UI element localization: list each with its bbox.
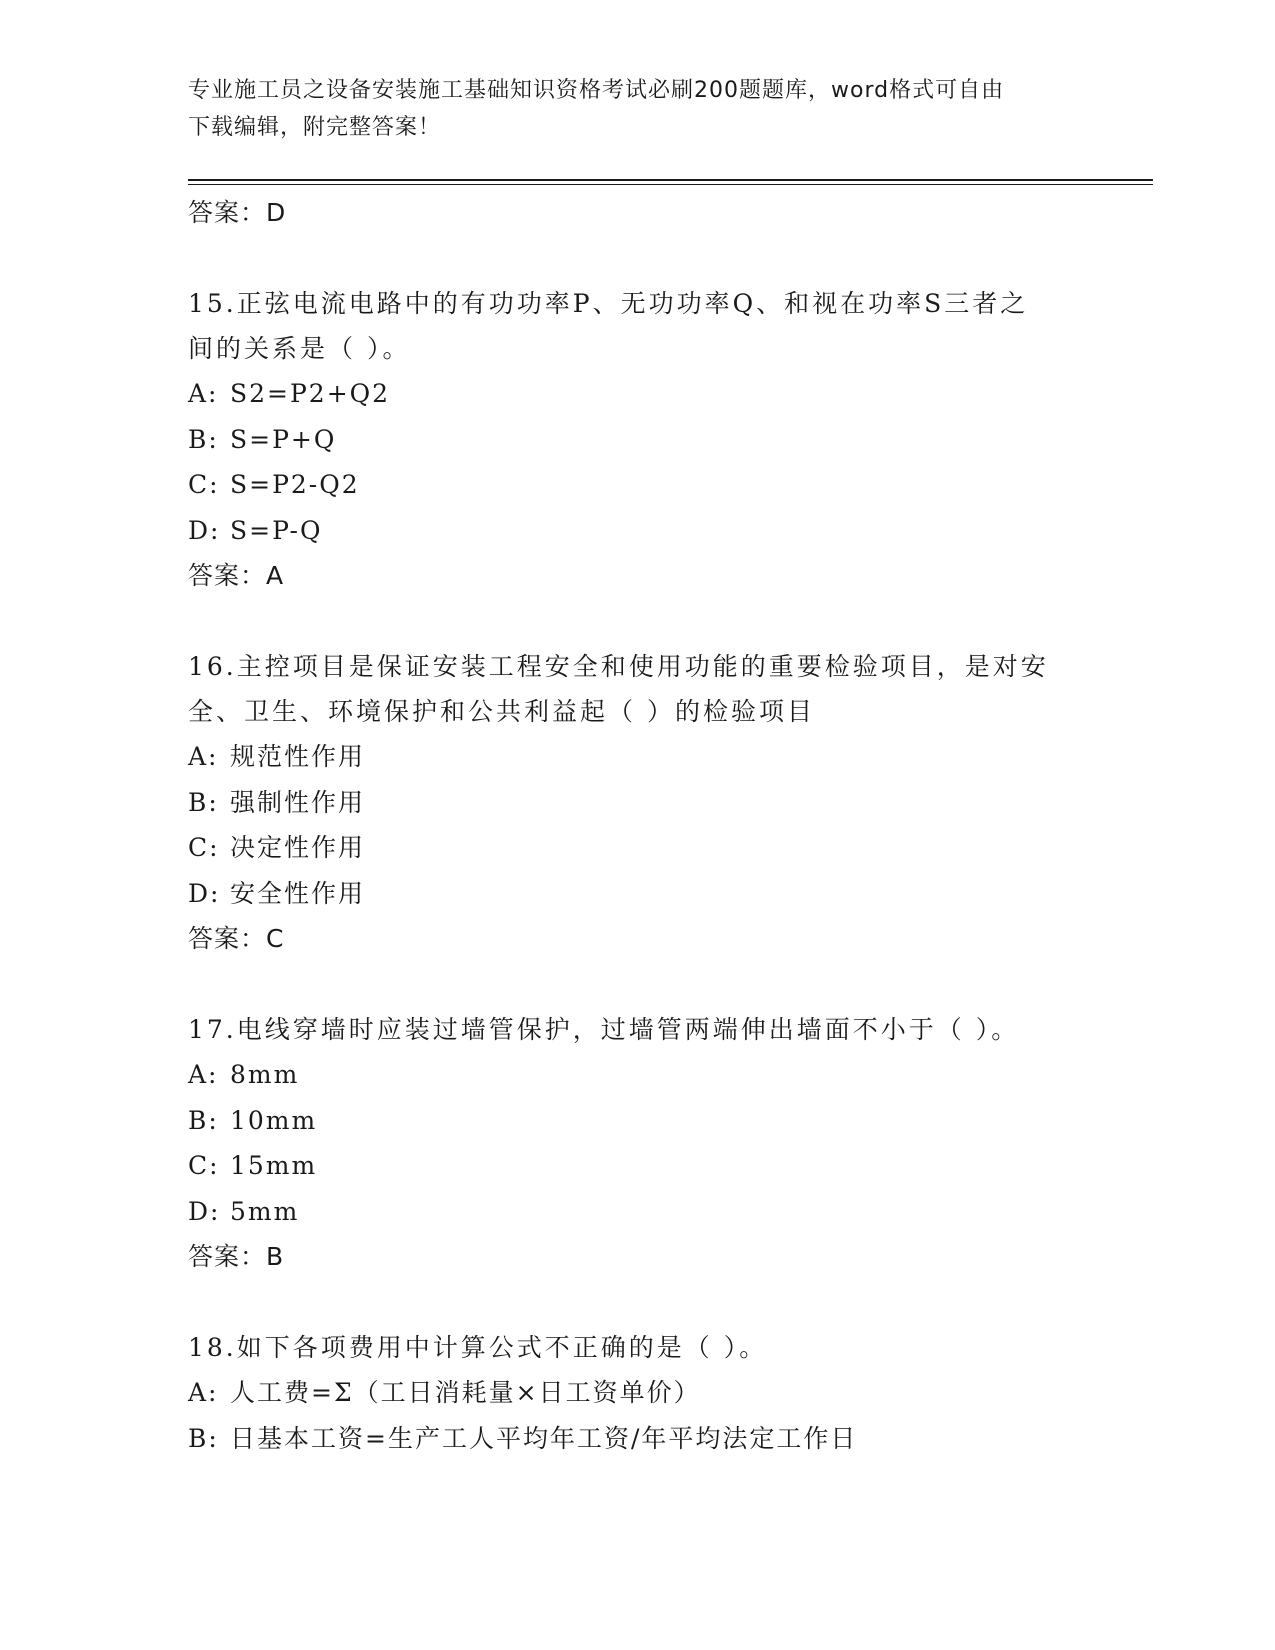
option-text: 8mm [230,1060,300,1089]
option-text: S=P+Q [230,424,337,454]
option-c [188,825,1088,871]
option-a [188,734,1088,780]
option-a [188,1052,1088,1098]
option-letter: A: [188,379,219,408]
option-text: 10mm [230,1105,318,1135]
option-c [188,1143,1088,1189]
option-letter: C: [188,833,220,862]
option-d [188,1189,1088,1235]
option-letter: B: [188,424,219,454]
option-b [188,1416,1088,1462]
option-c [188,462,1088,508]
option-text: 强制性作用 [230,787,366,817]
option-text: 人工费=Σ（工日消耗量×日工资单价） [230,1378,701,1407]
option-letter: A: [188,1060,219,1089]
answer-line: 答案：B [188,1242,285,1271]
question-17 [188,1007,1088,1279]
header-rule-thin [188,184,1153,185]
option-letter: B: [188,1105,219,1135]
header-line-1: 专业施工员之设备安装施工基础知识资格考试必刷200题题库，word格式可自由 [188,78,1005,103]
option-letter: B: [188,787,219,817]
question-text-line: 18.如下各项费用中计算公式不正确的是（ ）。 [188,1333,768,1362]
option-text: S2=P2+Q2 [230,379,391,408]
option-letter: A: [188,742,219,771]
option-text: 5mm [230,1196,300,1226]
question-text-line: 17.电线穿墙时应装过墙管保护，过墙管两端伸出墙面不小于（ ）。 [188,1015,1020,1044]
question-16 [188,644,1088,961]
option-letter: B: [188,1423,219,1453]
header-rule-thick [188,179,1153,181]
question-text-line: 间的关系是（ ）。 [188,334,411,363]
question-text-line: 全、卫生、环境保护和公共利益起（ ）的检验项目 [188,697,815,726]
option-b [188,780,1088,826]
option-letter: D: [188,878,221,908]
question-text-line: 16.主控项目是保证安装工程安全和使用功能的重要检验项目，是对安 [188,652,1049,681]
option-text: S=P-Q [230,515,323,545]
answer-line: 答案：C [188,924,285,953]
question-text-line: 15.正弦电流电路中的有功功率P、无功功率Q、和视在功率S三者之 [188,289,1029,318]
option-d [188,508,1088,554]
option-letter: D: [188,1196,221,1226]
option-letter: D: [188,515,221,545]
option-text: 安全性作用 [230,878,366,908]
question-list [188,190,1088,1461]
option-b [188,1098,1088,1144]
option-text: 规范性作用 [230,742,366,771]
option-text: 15mm [230,1151,318,1180]
option-text: 日基本工资=生产工人平均年工资/年平均法定工作日 [230,1423,858,1453]
header-line-2: 下载编辑，附完整答案！ [188,115,442,140]
previous-answer: 答案：D [188,198,287,227]
answer-line: 答案：A [188,561,285,590]
question-15 [188,281,1088,598]
option-a [188,1370,1088,1416]
option-b [188,417,1088,463]
question-18 [188,1325,1088,1461]
option-a [188,371,1088,417]
document-header [188,72,1088,146]
option-d [188,871,1088,917]
option-letter: A: [188,1378,219,1407]
option-text: S=P2-Q2 [230,470,360,499]
option-letter: C: [188,1151,220,1180]
option-text: 决定性作用 [230,833,366,862]
option-letter: C: [188,470,220,499]
